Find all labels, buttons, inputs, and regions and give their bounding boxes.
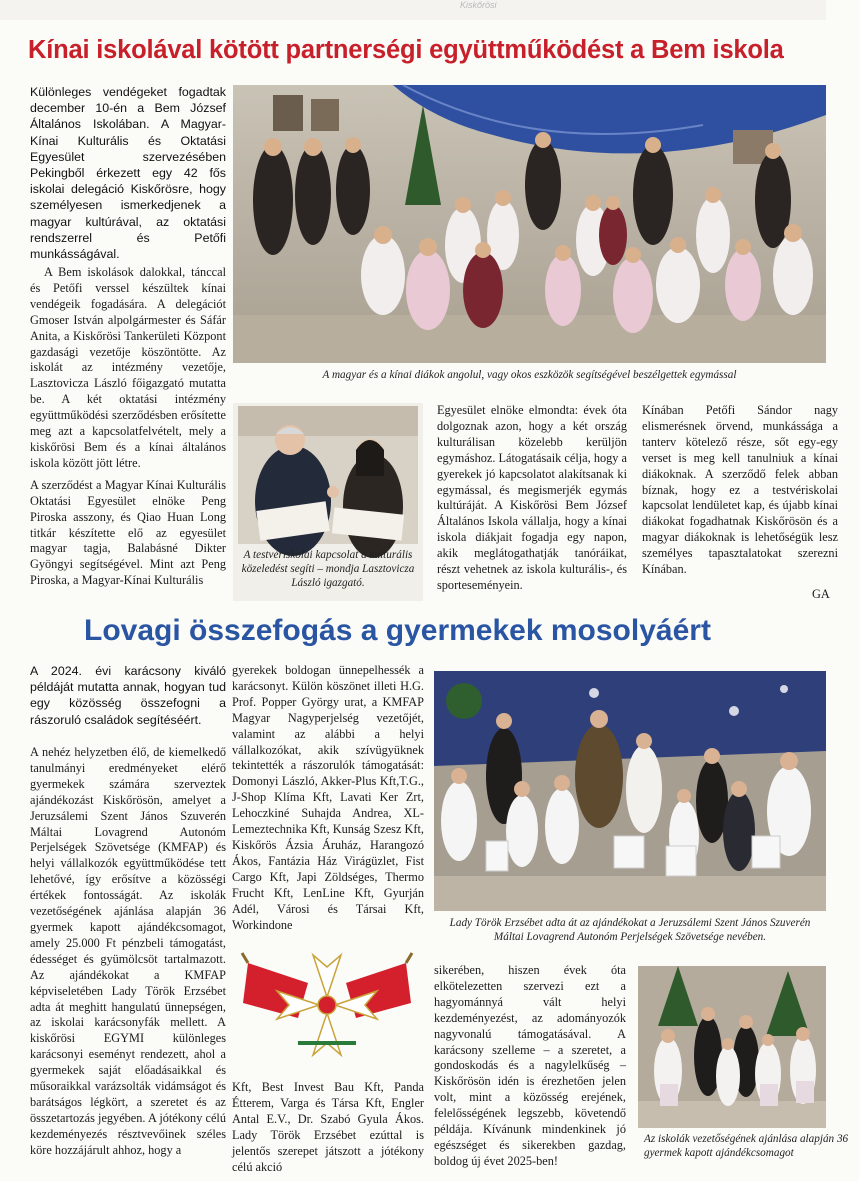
article2-col3-para: sikerében, hiszen évek óta elkötelezetten szervezi ezt a hagyománnyá vált helyi kezdeményezést, az adományozók nagyvonalú támogatásával. A karácsony szelleme – a szeretet, a gondoskodás és a nagylelkűség – Kiskőrösön idén is érezhetően jelen volt, mint a közösség erejének, felelősségének legszebb, követendő példája. Kívánunk mindenkinek jó egészséget és sikerekben gazdag, boldog új évet 2025-ben! — [434, 963, 626, 1168]
article2-col2-bottom-para: Kft, Best Invest Bau Kft, Panda Étterem, Varga és Társa Kft, Engler Antal E.V., Dr. Szabó Gyula Ákos. Lady Török Erzsébet ezúttal is jelentős szerepet játszott a jótékony célú akció — [232, 1080, 424, 1174]
article2-lead: A 2024. évi karácsony kiváló példáját mutatta annak, hogyan tud egy közösség összefogni a rászoruló családok segítéséért. — [30, 664, 226, 727]
article2-col2-top-para: gyerekek boldogan ünnepelhessék a karácsonyt. Külön köszönet illeti H.G. Prof. Popper György urat, a KMFAP Magyar Nagyperjelség vezetőjét, valamint az alábbi a helyi vállalkozókat, akik szívügyüknek tekintették a rászorulók támogatását: Domonyi László, Akker-Plus Kft,T.G., J-Shop Klíma Kft, Lavati Ker Zrt, Lehoczkiné Suhajda Andrea, XL-Lemeztechnika Kft, Kunság Szesz Kft, Kiskőrös Ázsia Áruház, Harangozó Ákos, Fantázia Ház Virágüzlet, Fist Cargo Kft, Japi Zöldséges, Thermo Frucht Kft, LenLine Kft, Gyurján Adél, Városi és Társai Kft, Workindone — [232, 663, 424, 932]
article1-small-photo-caption: A testvériskolai kapcsolat a kulturális közeledést segíti – mondja Lasztovicza László igazgató. — [241, 549, 415, 589]
article2-photo-caption: Lady Török Erzsébet adta át az ajándékokat a Jeruzsálemi Szent János Szuverén Máltai Lovagrend Autonóm Perjelségek Szövetsége nevében. — [449, 917, 811, 943]
article2-title: Lovagi összefogás a gyermekek mosolyáért — [84, 614, 711, 647]
article1-col1 — [30, 265, 226, 595]
group-photo-delegation — [233, 85, 826, 363]
article2-col1 — [30, 745, 226, 1165]
article2-col2-bottom — [232, 1080, 424, 1181]
article1-col3-para: Kínában Petőfi Sándor nagy elismerésnek örvend, munkássága a tanterv kötelező része, sőt egy-egy verset is meg kell tanulniuk a kínai diákoknak. A szerződő felek abban bíznak, hogy ez a testvériskolai kapcsolat lendületet kap, és újabb kínai diákokat fogadhatnak Kiskőrösön és a magyar diákoknak is lehetőségük lesz személyes tapasztalatokat szerezni Kínában. — [642, 403, 838, 577]
maltese-cross-emblem — [238, 943, 416, 1071]
article2-col3 — [434, 963, 626, 1176]
masthead-bar — [0, 0, 826, 20]
masthead-text: Kiskőrösi — [460, 0, 497, 10]
article2-small-photo-caption-box — [638, 1132, 849, 1168]
photo-signing-agreement — [238, 406, 418, 544]
article1-col2-para: Egyesület elnöke elmondta: évek óta dolgoznak azon, hogy a két ország kulturálisan közelebb kerüljön egymáshoz. Látogatásaik célja, hogy a gyerekek jó kapcsolatot alakítsanak ki egymással, és megismerjék egymás kultúráját. A Kiskőrösi Bem József Általános Iskola vállalja, hogy a kínai iskola diákjait fogadja egy napon, akik meglátogathatják tanóráikat, részt vehetnek az iskola kulturális-, és sporteseményein. — [437, 403, 627, 592]
article1-col1-para: A Bem iskolások dalokkal, tánccal és Petőfi verssel készültek kínai vendégeik fogadására. A delegációt Gmoser István alpolgármester és Sáfár Anita, a Kiskőrösi Tankerületi Központ gazdasági vezetője köszöntötte. Az iskolát az intézmény vezetője, Lasztovicza László főigazgató mutatta be. A két oktatási intézmény együttműködési szerződésben erősítette meg azt a kapcsolatfelvételt, mely a kiskőrösi Bem és a kínai általános iskola között jött létre. — [30, 265, 226, 470]
article1-col3 — [642, 403, 838, 613]
article2-small-photo-caption: Az iskolák vezetőségének ajánlása alapján 36 gyermek kapott ajándékcsomagot — [644, 1133, 849, 1159]
article2-col2-top — [232, 663, 424, 939]
article1-lead: Különleges vendégeket fogadtak december 10-én a Bem József Általános Iskolában. A Magyar-Kínai Kulturális és Oktatási Egyesület szervezésében Pekingből érkezett egy 42 fős iskolai delegáció Kiskőrösre, hogy személyesen ismerkedjenek a magyar kultúrával, az oktatási rendszerrel és Petőfi munkásságával. — [30, 85, 226, 262]
article2-col1-para: A nehéz helyzetben élő, de kiemelkedő tanulmányi eredményeket elérő gyermekek számára szerveztek ajándékozást Kiskőrösön, amelyet a Jeruzsálemi Szent János Szuverén Máltai Lovagrend Autonóm Perjelségek Szövetsége (KMFAP) és helyi vállalkozók együttműködése tett lehetővé, így erősítve a közösségi értékek fontosságát. Az iskolák vezetőségének ajánlása alapján 36 gyermek kapott ajándékcsomagot, amely 25.000 Ft pénzbeli támogatást, édességet és gyümölcsöt tartalmazott. Az ajándékokat a KMFAP képviseletében Lady Török Erzsébet adta át meghitt hangulatú ünnepségen, az iskolai karácsonyfák mellett. A kiskőrösi EGYMI különleges karácsonyi eseményt rendezett, ahol a gyermekek saját előadásaikkal és műsoraikkal varázsolták vidámságot és barátságos légkört, a szeretet és az összetartozás jegyében. A jótékony célú kezdeményezés résztvevőinek széles köre hozzájárult ahhoz, hogy a — [30, 745, 226, 1157]
photo-children-gifts — [638, 966, 826, 1128]
article1-col2 — [437, 403, 627, 600]
article1-col1-para: A szerződést a Magyar Kínai Kulturális Oktatási Egyesület elnöke Peng Piroska asszony, és Qiao Huan Long titkár készítette elő az egyesület magyar tagja, Balabásné Dikter Gyöngyi segítségével. Mint azt Peng Piroska, a Magyar-Kínai Kulturális — [30, 477, 226, 588]
article1-title: Kínai iskolával kötött partnerségi együttműködést a Bem iskola — [28, 36, 784, 64]
article1-photo-caption: A magyar és a kínai diákok angolul, vagy okos eszközök segítségével beszélgettek egymással — [322, 369, 737, 381]
photo-gift-ceremony — [434, 671, 826, 911]
article1-signature: GA — [812, 587, 830, 601]
